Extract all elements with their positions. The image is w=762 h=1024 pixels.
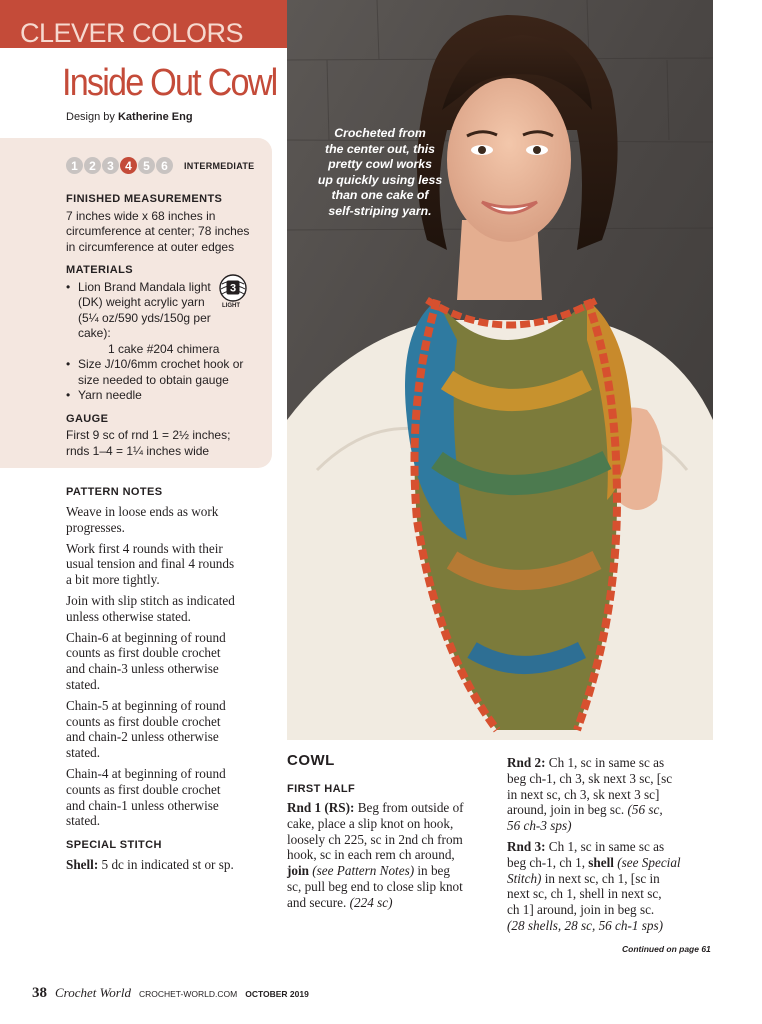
- page-number: 38: [32, 985, 47, 1001]
- skill-label: INTERMEDIATE: [184, 160, 255, 171]
- magazine-name: Crochet World: [55, 985, 131, 1000]
- skill-level-3: 3: [102, 157, 119, 174]
- skill-level-1: 1: [66, 157, 83, 174]
- note-paragraph: Weave in loose ends as work progresses.: [66, 504, 219, 535]
- page-title: Inside Out Cowl: [62, 62, 277, 104]
- note-paragraph: Chain-4 at beginning of round counts as first double crochet and chain-1 unless otherwise stated.: [66, 765, 226, 829]
- skill-level-6: 6: [156, 157, 173, 174]
- cowl-photo: [287, 0, 713, 740]
- skill-level-2: 2: [84, 157, 101, 174]
- special-stitch: Shell: 5 dc in indicated st or sp.: [66, 857, 234, 873]
- photo-caption: Crocheted from the center out, this pretty cowl works up quickly using less than one cake of self-striping yarn.: [317, 126, 443, 218]
- note-paragraph: Join with slip stitch as indicated unless otherwise stated.: [66, 592, 235, 624]
- finished-measurements: [66, 192, 262, 255]
- page-footer: [32, 985, 309, 1002]
- first-half-heading: FIRST HALF: [287, 783, 356, 795]
- list-item: • Size J/10/6mm crochet hook or size needed to obtain gauge: [66, 357, 262, 388]
- finished-line: 7 inches wide x 68 inches in: [66, 208, 216, 223]
- note-paragraph: Chain-5 at beginning of round counts as first double crochet and chain-2 unless otherwise stated.: [66, 697, 226, 761]
- skill-level-4: 4: [120, 157, 137, 174]
- yarn-weight-icon: [218, 273, 248, 303]
- yarn-weight-number: 3: [229, 282, 237, 295]
- gauge-heading: GAUGE: [66, 412, 109, 425]
- cowl-instructions: [287, 752, 497, 911]
- continued-note: Continued on page 61: [622, 944, 711, 954]
- skill-level-5: 5: [138, 157, 155, 174]
- skill-level: [66, 157, 254, 174]
- gauge: [66, 412, 262, 460]
- section-title: CLEVER COLORS: [20, 18, 244, 48]
- note-paragraph: Work first 4 rounds with their usual tension and final 4 rounds a bit more tightly.: [66, 540, 235, 588]
- round-3: Rnd 3: Ch 1, sc in same sc as beg ch-1, ch 1, shell (see Special Stitch) in next sc, ch 1, [sc in next sc, ch 1, shell in next sc, ch 1] around, join in beg sc. (28 shells, 28 sc, 56 ch-1 sps): [507, 838, 681, 933]
- finished-heading: FINISHED MEASUREMENTS: [66, 193, 223, 205]
- cowl-heading: COWL: [287, 752, 335, 769]
- issue-date: OCTOBER 2019: [245, 989, 309, 999]
- pattern-notes: [66, 486, 276, 878]
- special-stitch-heading: SPECIAL STITCH: [66, 839, 162, 852]
- cowl-instructions-continued: [507, 755, 717, 939]
- yarn-weight-label: LIGHT: [222, 303, 240, 309]
- finished-line: in circumference at outer edges: [66, 239, 235, 254]
- list-item: • Lion Brand Mandala light (DK) weight acrylic yarn (5¼ oz/590 yds/150g per cake): 1 cake #204 chimera: [66, 280, 262, 358]
- materials-heading: MATERIALS: [66, 264, 133, 276]
- gauge-line: First 9 sc of rnd 1 = 2½ inches;: [66, 428, 231, 442]
- info-content: [66, 192, 262, 467]
- designer-name: Katherine Eng: [117, 111, 193, 123]
- gauge-line: rnds 1–4 = 1¼ inches wide: [66, 443, 210, 458]
- designer-credit: Design by Katherine Eng: [66, 111, 193, 123]
- finished-line: circumference at center; 78 inches: [66, 224, 250, 238]
- model-photo-image: [287, 0, 713, 740]
- notes-heading: PATTERN NOTES: [66, 486, 163, 498]
- list-item: • Yarn needle: [66, 388, 262, 404]
- round-1: Rnd 1 (RS): Beg from outside of cake, place a slip knot on hook, loosely ch 225, sc in 2nd ch from hook, sc in each rem ch around, join (see Pattern Notes) in beg sc, pull beg end to close slip knot and secure. (224 sc): [287, 800, 464, 910]
- note-paragraph: Chain-6 at beginning of round counts as first double crochet and chain-3 unless otherwise stated.: [66, 629, 226, 692]
- round-2: Rnd 2: Ch 1, sc in same sc as beg ch-1, ch 3, sk next 3 sc, [sc in next sc, ch 3, sk next 3 sc] around, join in beg sc. (56 sc, 56 ch-3 sps): [507, 755, 673, 834]
- magazine-website: CROCHET-WORLD.COM: [138, 989, 238, 999]
